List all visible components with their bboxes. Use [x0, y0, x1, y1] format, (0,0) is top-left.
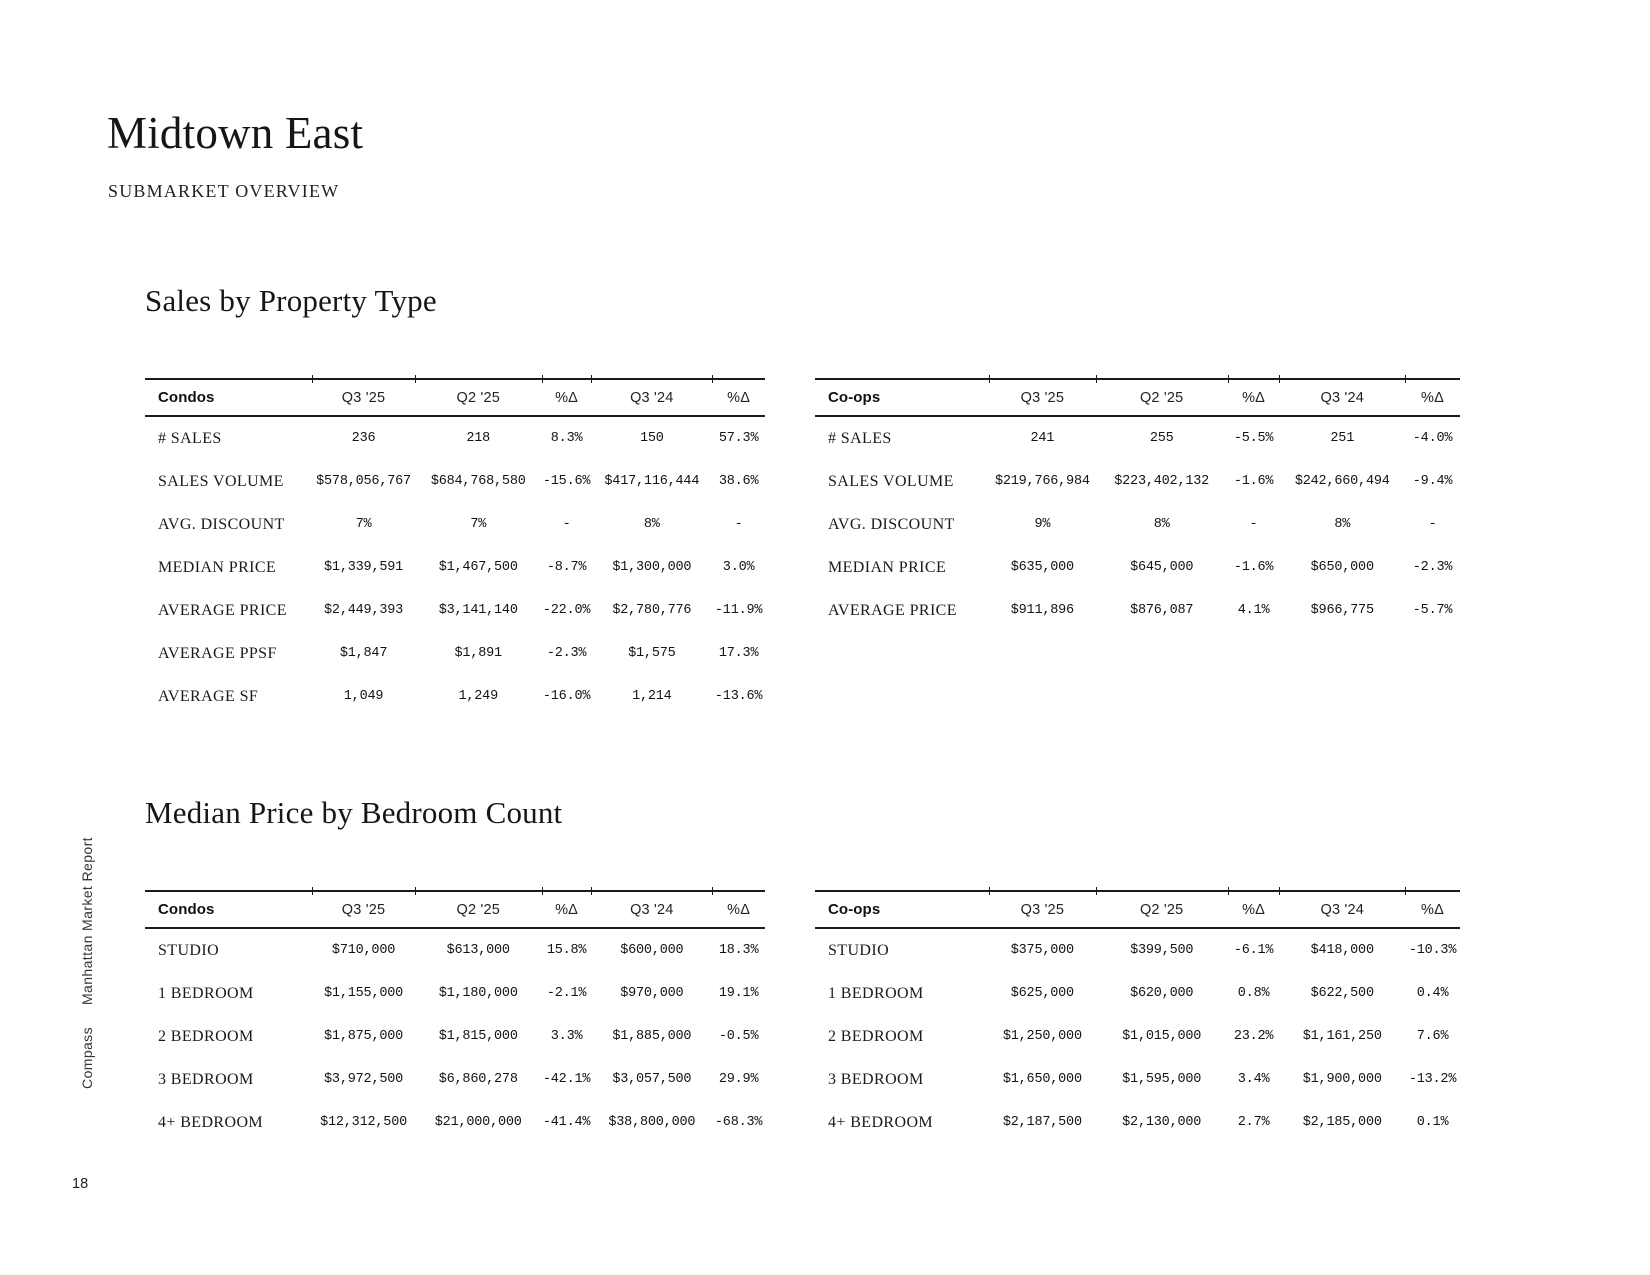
cell-value: 236 — [351, 431, 376, 446]
column-header: %Δ — [727, 389, 751, 406]
sidebar-report-name: Manhattan Market Report — [79, 837, 95, 1006]
sidebar-vertical-text — [79, 837, 95, 1089]
column-header: Q2 '25 — [456, 389, 500, 406]
table-row — [145, 1101, 765, 1144]
row-label: MEDIAN PRICE — [828, 558, 947, 576]
cell-value: -5.5% — [1233, 431, 1274, 446]
cell-value: 1,049 — [343, 689, 384, 704]
column-header: Q3 '25 — [341, 389, 386, 406]
column-separator-tick — [989, 375, 990, 383]
column-header: %Δ — [555, 389, 579, 406]
row-label: STUDIO — [828, 941, 890, 959]
sales-table-condos — [145, 378, 765, 718]
column-header: Q3 '24 — [1320, 389, 1364, 406]
cell-value: $966,775 — [1310, 603, 1374, 618]
table-row — [145, 1015, 765, 1058]
column-separator-tick — [1405, 887, 1406, 895]
cell-value: $223,402,132 — [1114, 474, 1210, 489]
cell-value: -5.7% — [1412, 603, 1453, 618]
cell-value: 8% — [1334, 517, 1351, 532]
cell-value: -2.3% — [1412, 560, 1453, 575]
cell-value: $3,141,140 — [438, 603, 518, 618]
cell-value: -1.6% — [1233, 474, 1274, 489]
cell-value: 18.3% — [718, 943, 759, 958]
cell-value: $1,900,000 — [1302, 1072, 1382, 1087]
table-row — [145, 546, 765, 589]
table-header-row — [815, 378, 1460, 417]
cell-value: 7.6% — [1416, 1029, 1449, 1044]
cell-value: $1,467,500 — [438, 560, 518, 575]
table-row — [815, 417, 1460, 460]
table-header-row — [145, 890, 765, 929]
cell-value: 1,249 — [458, 689, 498, 704]
cell-value: $622,500 — [1310, 986, 1374, 1001]
cell-value: 15.8% — [546, 943, 587, 958]
cell-value: -4.0% — [1412, 431, 1453, 446]
table-row — [815, 503, 1460, 546]
column-separator-tick — [591, 375, 592, 383]
column-header: Q3 '24 — [630, 389, 674, 406]
row-label: # SALES — [828, 429, 892, 447]
page-title: Midtown East — [107, 108, 364, 158]
column-header: %Δ — [1421, 389, 1445, 406]
table-row — [145, 589, 765, 632]
cell-value: $650,000 — [1310, 560, 1374, 575]
cell-value: $12,312,500 — [320, 1115, 407, 1130]
page-number: 18 — [72, 1176, 89, 1192]
cell-value: 29.9% — [718, 1072, 759, 1087]
table-row — [815, 460, 1460, 503]
column-header: %Δ — [727, 901, 751, 918]
cell-value: $1,180,000 — [438, 986, 518, 1001]
column-separator-tick — [1279, 887, 1280, 895]
table-row — [815, 929, 1460, 972]
table-row — [815, 1058, 1460, 1101]
cell-value: $1,891 — [454, 646, 502, 661]
cell-value: $635,000 — [1010, 560, 1074, 575]
cell-value: $613,000 — [446, 943, 510, 958]
cell-value: -41.4% — [542, 1115, 591, 1130]
table-row — [815, 972, 1460, 1015]
cell-value: $2,449,393 — [324, 603, 404, 618]
row-label: 3 BEDROOM — [158, 1070, 254, 1088]
cell-value: -13.2% — [1408, 1072, 1457, 1087]
cell-value: $1,595,000 — [1122, 1072, 1202, 1087]
column-separator-tick — [1096, 887, 1097, 895]
row-label: MEDIAN PRICE — [158, 558, 277, 576]
column-separator-tick — [591, 887, 592, 895]
cell-value: -15.6% — [542, 474, 591, 489]
cell-value: -42.1% — [542, 1072, 591, 1087]
column-header: Q2 '25 — [1139, 901, 1184, 918]
cell-value: 8% — [643, 517, 660, 532]
column-separator-tick — [312, 887, 313, 895]
table-group-label: Co-ops — [828, 901, 881, 918]
cell-value: $1,815,000 — [438, 1029, 518, 1044]
cell-value: $1,250,000 — [1002, 1029, 1082, 1044]
table-row — [145, 1058, 765, 1101]
column-header: Q2 '25 — [456, 901, 500, 918]
row-label: 2 BEDROOM — [158, 1027, 254, 1045]
column-separator-tick — [712, 887, 713, 895]
bedroom-table-condos — [145, 890, 765, 1144]
cell-value: - — [1428, 517, 1437, 532]
column-header: %Δ — [555, 901, 579, 918]
column-separator-tick — [989, 887, 990, 895]
cell-value: -0.5% — [718, 1029, 759, 1044]
cell-value: $375,000 — [1010, 943, 1074, 958]
cell-value: $620,000 — [1130, 986, 1194, 1001]
table-row — [145, 503, 765, 546]
column-header: %Δ — [1421, 901, 1445, 918]
cell-value: $6,860,278 — [438, 1072, 518, 1087]
cell-value: 241 — [1030, 431, 1055, 446]
cell-value: $417,116,444 — [604, 474, 700, 489]
table-row — [145, 929, 765, 972]
cell-value: $710,000 — [331, 943, 396, 958]
cell-value: $399,500 — [1130, 943, 1194, 958]
cell-value: 255 — [1149, 431, 1174, 446]
cell-value: $219,766,984 — [994, 474, 1090, 489]
cell-value: -2.3% — [546, 646, 587, 661]
cell-value: -13.6% — [714, 689, 763, 704]
cell-value: $1,155,000 — [324, 986, 404, 1001]
cell-value: - — [562, 517, 571, 532]
cell-value: 17.3% — [718, 646, 759, 661]
row-label: AVERAGE PRICE — [828, 601, 957, 619]
cell-value: $1,650,000 — [1002, 1072, 1082, 1087]
cell-value: $21,000,000 — [434, 1115, 522, 1130]
column-separator-tick — [1228, 375, 1229, 383]
row-label: 1 BEDROOM — [828, 984, 924, 1002]
cell-value: $600,000 — [620, 943, 684, 958]
table-group-label: Co-ops — [828, 389, 881, 406]
cell-value: - — [734, 517, 743, 532]
table-row — [815, 1015, 1460, 1058]
cell-value: $911,896 — [1010, 603, 1074, 618]
cell-value: $1,300,000 — [612, 560, 692, 575]
cell-value: $1,339,591 — [324, 560, 404, 575]
table-group-label: Condos — [158, 901, 215, 918]
row-label: SALES VOLUME — [158, 472, 284, 490]
cell-value: 38.6% — [718, 474, 759, 489]
cell-value: 2.7% — [1237, 1115, 1270, 1130]
column-separator-tick — [542, 887, 543, 895]
row-label: 4+ BEDROOM — [158, 1113, 264, 1131]
cell-value: $684,768,580 — [430, 474, 526, 489]
cell-value: 0.8% — [1237, 986, 1270, 1001]
sidebar-brand: Compass — [79, 1027, 95, 1089]
cell-value: -6.1% — [1233, 943, 1274, 958]
column-separator-tick — [1405, 375, 1406, 383]
row-label: 3 BEDROOM — [828, 1070, 924, 1088]
row-label: AVERAGE PRICE — [158, 601, 287, 619]
column-header: %Δ — [1242, 389, 1266, 406]
cell-value: $418,000 — [1310, 943, 1374, 958]
cell-value: $1,161,250 — [1302, 1029, 1382, 1044]
row-label: AVERAGE SF — [158, 687, 259, 705]
cell-value: $1,847 — [339, 646, 388, 661]
column-separator-tick — [1096, 375, 1097, 383]
column-separator-tick — [415, 887, 416, 895]
cell-value: 23.2% — [1233, 1029, 1274, 1044]
row-label: 1 BEDROOM — [158, 984, 254, 1002]
cell-value: 0.1% — [1416, 1115, 1449, 1130]
cell-value: -22.0% — [542, 603, 591, 618]
cell-value: 4.1% — [1237, 603, 1270, 618]
cell-value: $2,130,000 — [1122, 1115, 1202, 1130]
column-header: Q2 '25 — [1139, 389, 1184, 406]
column-header: Q3 '24 — [630, 901, 674, 918]
cell-value: -9.4% — [1412, 474, 1453, 489]
cell-value: -10.3% — [1408, 943, 1457, 958]
cell-value: $2,185,000 — [1302, 1115, 1382, 1130]
table-row — [145, 972, 765, 1015]
cell-value: $1,575 — [628, 646, 676, 661]
cell-value: -16.0% — [542, 689, 591, 704]
section-heading-sales-by-property-type: Sales by Property Type — [145, 283, 437, 318]
section-heading-median-price-by-bedroom: Median Price by Bedroom Count — [145, 795, 563, 830]
cell-value: $578,056,767 — [316, 474, 411, 489]
row-label: 2 BEDROOM — [828, 1027, 924, 1045]
cell-value: 251 — [1330, 431, 1355, 446]
cell-value: $2,780,776 — [612, 603, 692, 618]
column-header: %Δ — [1242, 901, 1266, 918]
cell-value: $645,000 — [1130, 560, 1194, 575]
row-label: STUDIO — [158, 941, 220, 959]
cell-value: 150 — [639, 431, 664, 446]
cell-value: 3.3% — [550, 1029, 583, 1044]
cell-value: 3.4% — [1237, 1072, 1270, 1087]
cell-value: $1,885,000 — [612, 1029, 692, 1044]
cell-value: 8% — [1153, 517, 1170, 532]
cell-value: $242,660,494 — [1294, 474, 1390, 489]
page-subtitle: SUBMARKET OVERVIEW — [108, 181, 340, 201]
bedroom-table-coops — [815, 890, 1460, 1144]
cell-value: $625,000 — [1010, 986, 1074, 1001]
row-label: # SALES — [158, 429, 222, 447]
cell-value: 9% — [1034, 517, 1051, 532]
cell-value: $38,800,000 — [608, 1115, 696, 1130]
table-group-label: Condos — [158, 389, 215, 406]
cell-value: $2,187,500 — [1002, 1115, 1082, 1130]
table-row — [815, 546, 1460, 589]
column-separator-tick — [312, 375, 313, 383]
table-row — [145, 460, 765, 503]
cell-value: - — [1249, 517, 1258, 532]
sales-table-coops — [815, 378, 1460, 632]
table-row — [815, 1101, 1460, 1144]
column-separator-tick — [712, 375, 713, 383]
table-row — [145, 675, 765, 718]
column-separator-tick — [1228, 887, 1229, 895]
column-header: Q3 '24 — [1320, 901, 1364, 918]
table-row — [145, 417, 765, 460]
cell-value: 1,214 — [632, 689, 672, 704]
cell-value: 218 — [466, 431, 491, 446]
cell-value: $876,087 — [1130, 603, 1194, 618]
cell-value: 3.0% — [722, 560, 755, 575]
cell-value: 0.4% — [1416, 986, 1449, 1001]
table-header-row — [815, 890, 1460, 929]
row-label: SALES VOLUME — [828, 472, 954, 490]
cell-value: $3,972,500 — [324, 1072, 404, 1087]
cell-value: 7% — [470, 517, 487, 532]
cell-value: 19.1% — [718, 986, 759, 1001]
cell-value: 7% — [355, 517, 372, 532]
cell-value: $1,015,000 — [1122, 1029, 1202, 1044]
cell-value: $970,000 — [620, 986, 684, 1001]
column-header: Q3 '25 — [1020, 901, 1065, 918]
cell-value: $3,057,500 — [612, 1072, 692, 1087]
column-separator-tick — [1279, 375, 1280, 383]
cell-value: $1,875,000 — [324, 1029, 404, 1044]
cell-value: 8.3% — [550, 431, 583, 446]
table-row — [145, 632, 765, 675]
row-label: 4+ BEDROOM — [828, 1113, 934, 1131]
cell-value: -11.9% — [714, 603, 763, 618]
column-separator-tick — [415, 375, 416, 383]
row-label: AVG. DISCOUNT — [828, 515, 955, 533]
row-label: AVG. DISCOUNT — [158, 515, 285, 533]
column-header: Q3 '25 — [341, 901, 386, 918]
table-row — [815, 589, 1460, 632]
column-header: Q3 '25 — [1020, 389, 1065, 406]
cell-value: -68.3% — [714, 1115, 763, 1130]
cell-value: -8.7% — [546, 560, 587, 575]
table-header-row — [145, 378, 765, 417]
column-separator-tick — [542, 375, 543, 383]
cell-value: -2.1% — [546, 986, 587, 1001]
cell-value: -1.6% — [1233, 560, 1274, 575]
cell-value: 57.3% — [718, 431, 759, 446]
row-label: AVERAGE PPSF — [158, 644, 277, 662]
